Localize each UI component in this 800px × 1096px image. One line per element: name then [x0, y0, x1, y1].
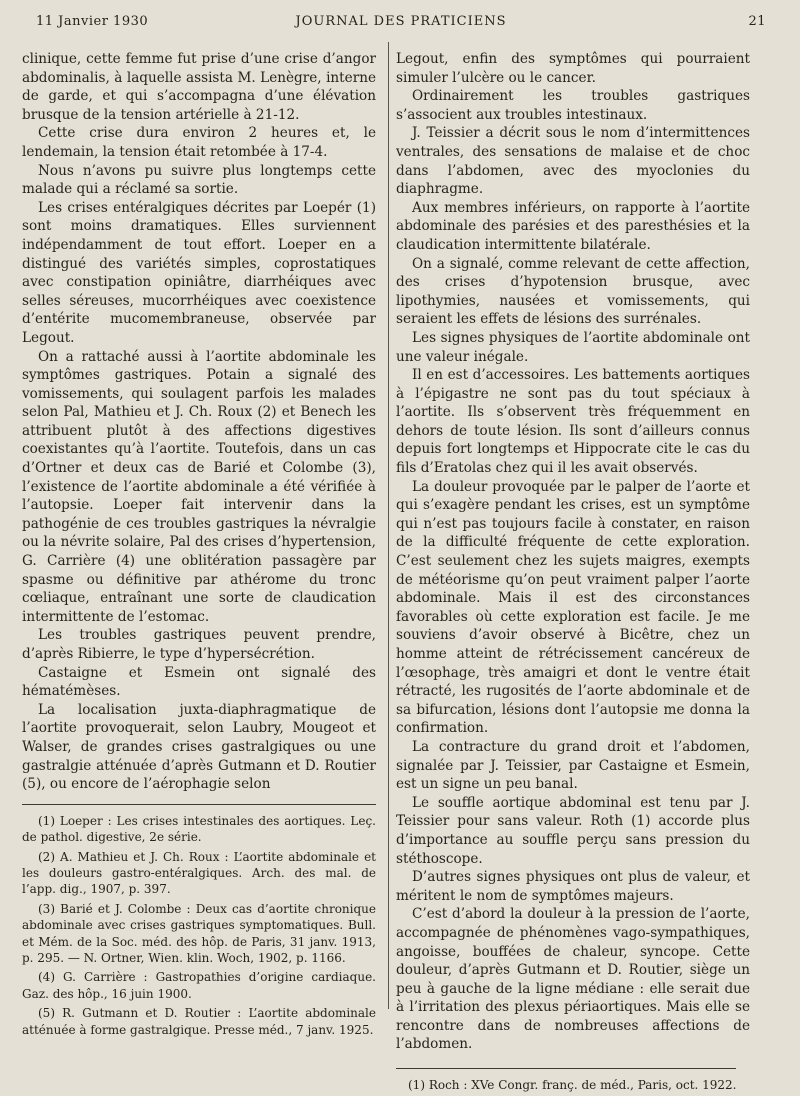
footnotes [396, 1077, 750, 1093]
footnote: (2) A. Mathieu et J. Ch. Roux : L’aortite abdominale et les douleurs gastro-entéralgiques. Arch. des mal. de l’app. dig., 1907, p. 397. [22, 849, 376, 897]
footnote: (1) Loeper : Les crises intestinales des aortiques. Leç. de pathol. digestive, 2e série. [22, 813, 376, 845]
paragraph: D’autres signes physiques ont plus de valeur, et méritent le nom de symptômes majeurs. [396, 869, 750, 904]
footnote: (3) Barié et J. Colombe : Deux cas d’aortite chronique abdominale avec crises gastriques symptomatiques. Bull. et Mém. de la Soc. méd. des hôp. de Paris, 31 janv. 1913, p. 295. — N. Ortner, Wien. klin. Woch, 1902, p. 1166. [22, 901, 376, 965]
paragraph: Le souffle aortique abdominal est tenu par J. Teissier pour sans valeur. Roth (1) accorde plus d’importance au souffle perçu sans pression du stéthoscope. [396, 794, 750, 867]
paragraph: Les signes physiques de l’aortite abdominale ont une valeur inégale. [396, 329, 750, 365]
paragraph: Nous n’avons pu suivre plus longtemps cette malade qui a réclamé sa sortie. [22, 162, 376, 198]
paragraph: J. Teissier a décrit sous le nom d’intermittences ventrales, des sensations de malaise et de choc dans l’abdomen, avec des myoclonies du diaphragme. [396, 125, 750, 198]
paragraph: clinique, cette femme fut prise d’une crise d’angor abdominalis, à laquelle assista M. Lenègre, interne de garde, et qui s’accompagna d’une élévation brusque de la tension artérielle à 21-12. [22, 51, 376, 123]
right-column [396, 50, 750, 1096]
left-column [22, 50, 376, 1041]
paragraph: Les troubles gastriques peuvent prendre, d’après Ribierre, le type d’hypersécrétion. [22, 627, 376, 662]
paragraph: Legout, enfin des symptômes qui pourraient simuler l’ulcère ou le cancer. [396, 51, 750, 86]
paragraph: On a signalé, comme relevant de cette affection, des crises d’hypotension brusque, avec lipothymies, nausées et vomissements, qui seraient les effets de lésions des surrénales. [396, 255, 750, 328]
header-journal-title: JOURNAL DES PRATICIENS [295, 14, 507, 29]
paragraph: Castaigne et Esmein ont signalé des hématémèses. [22, 664, 376, 700]
header-date: 11 Janvier 1930 [36, 14, 149, 29]
paragraph: La contracture du grand droit et l’abdomen, signalée par J. Teissier, par Castaigne et Esmein, est un signe un peu banal. [396, 738, 750, 793]
paragraph: Ordinairement les troubles gastriques s’associent aux troubles intestinaux. [396, 88, 750, 123]
paragraph: On a rattaché aussi à l’aortite abdominale les symptômes gastriques. Potain a signalé des vomissements, qui soulagent parfois les malades selon Pal, Mathieu et J. Ch. Roux (2) et Benech les attribuent plutôt à des affections digestives coexistantes qu’à l’aortite. Toutefois, dans un cas d’Ortner et deux cas de Barié et Colombe (3), l’existence de l’aortite abdominale a été vérifiée à l’autopsie. Loeper fait intervenir dans la pathogénie de ces troubles gastriques la névralgie ou la névrite solaire, Pal des crises d’hypertension, G. Carrière (4) une oblitération passagère par spasme ou définitive par athérome du tronc cœliaque, entraînant une sorte de claudication intermittente de l’estomac. [22, 348, 376, 625]
footnote: (4) G. Carrière : Gastropathies d’origine cardiaque. Gaz. des hôp., 16 juin 1900. [22, 970, 376, 1001]
paragraph: Aux membres inférieurs, on rapporte à l’aortite abdominale des parésies et des paresthésies et la claudication intermittente bilatérale. [396, 199, 750, 253]
footnote-rule [22, 804, 376, 805]
header-page-number: 21 [748, 14, 766, 29]
paragraph: Cette crise dura environ 2 heures et, le lendemain, la tension était retombée à 17-4. [22, 125, 376, 160]
column-divider [388, 42, 389, 1009]
paragraph: Il en est d’accessoires. Les battements aortiques à l’épigastre ne sont pas du tout spéciaux à l’aortite. Ils s’observent très fréquemment en dehors de toute lésion. Ils sont d’ailleurs connus depuis fort longtemps et Hippocrate cite le cas du fils d’Eratolas chez qui il les avait observés. [396, 367, 750, 477]
paragraph: Les crises entéralgiques décrites par Loepér (1) sont moins dramatiques. Elles surviennent indépendamment de tout effort. Loeper en a distingué des variétés simples, coprostatiques avec constipation opiniâtre, diarrhéiques avec selles séreuses, mucorrhéiques avec coexistence d’entérite mucomembraneuse, observée par Legout. [22, 199, 376, 346]
footnote: (5) R. Gutmann et D. Routier : L’aortite abdominale atténuée à forme gastralgique. Presse méd., 7 janv. 1925. [22, 1006, 376, 1037]
footnotes [22, 813, 376, 1038]
running-header [36, 14, 766, 36]
paragraph: La douleur provoquée par le palper de l’aorte et qui s’exagère pendant les crises, est un symptôme qui n’est pas toujours facile à constater, en raison de la difficulté fréquente de cette exploration. C’est seulement chez les sujets maigres, exempts de météorisme qu’on peut vraiment palper l’aorte abdominale. Mais il est des circonstances favorables où cette exploration est facile. Je me souviens d’avoir observé à Bicêtre, chez un homme atteint de rétrécissement cancéreux de l’œsophage, très amaigri et dont le ventre était rétracté, les rugosités de l’aorte abdominale et de sa bifurcation, lésions dont l’autopsie me donna la confirmation. [396, 478, 750, 737]
paragraph: La localisation juxta-diaphragmatique de l’aortite provoquerait, selon Laubry, Mougeot et Walser, de grandes crises gastralgiques ou une gastralgie atténuée d’après Gutmann et D. Routier (5), ou encore de l’aérophagie selon [22, 701, 376, 793]
paragraph: C’est d’abord la douleur à la pression de l’aorte, accompagnée de phénomènes vago-sympathiques, angoisse, bouffées de chaleur, syncope. Cette douleur, d’après Gutmann et D. Routier, siège un peu à gauche de la ligne médiane : elle serait due à l’irritation des plexus périaortiques. Mais elle se rencontre dans de nombreuses affections de l’abdomen. [396, 906, 750, 1053]
footnote: (1) Roch : XVe Congr. franç. de méd., Paris, oct. 1922. [408, 1078, 737, 1093]
